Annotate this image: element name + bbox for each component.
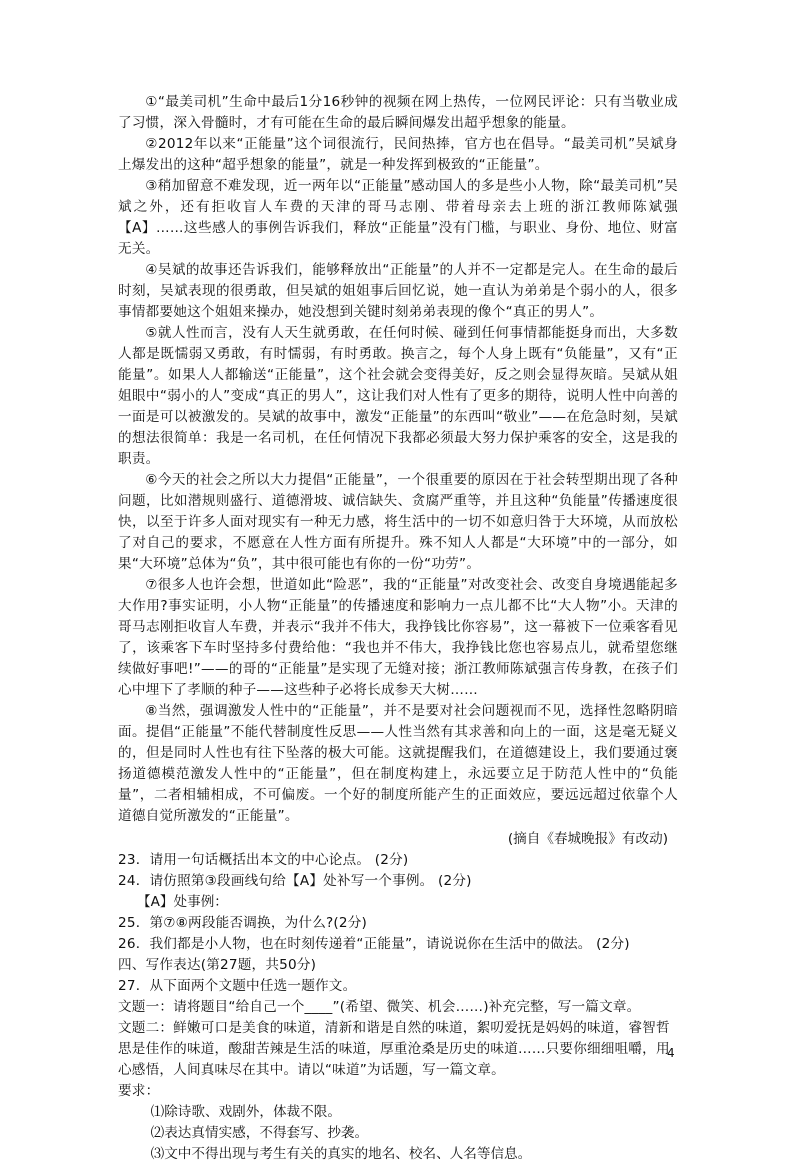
article-paragraph-4: ④吴斌的故事还告诉我们，能够释放出“正能量”的人并不一定都是完人。在生命的最后时刻，吴斌表现的很勇敢，但吴斌的姐姐事后回忆说，她一直认为弟弟是个弱小的人，很多事情都要她这个姐姐来操办，她没想到关键时刻弟弟表现的像个“真正的男人”。: [118, 262, 678, 320]
article-paragraph-7: ⑦很多人也许会想，世道如此“险恶”，我的“正能量”对改变社会、改变自身境遇能起多大作用?事实证明，小人物“正能量”的传播速度和影响力一点儿都不比“大人物”小。天津的哥马志刚拒收盲人车费，并表示“我并不伟大，我挣钱比你容易”，这一幕被下一位乘客看见了，该乘客下车时坚持多付费给他：“我也并不伟大，我挣钱比您也容易点儿，就希望您继续做好事吧!”——的哥的“正能量”是实现了无缝对接；浙江教师陈斌强言传身教，在孩子们心中埋下了孝顺的种子——这些种子必将长成参天大树……: [118, 577, 678, 698]
article-paragraph-3: ③稍加留意不难发现，近一两年以“正能量”感动国人的多是些小人物，除“最美司机”吴斌之外，还有拒收盲人车费的天津的哥马志刚、带着母亲去上班的浙江教师陈斌强【A】……这些感人的事例告诉我们，释放“正能量”没有门槛，与职业、身份、地位、财富无关。: [118, 178, 678, 257]
article-paragraph-6: ⑥今天的社会之所以大力提倡“正能量”，一个很重要的原因在于社会转型期出现了各种问题，比如潜规则盛行、道德滑坡、诚信缺失、贪腐严重等，并且这种“负能量”传播速度很快，以至于许多人面对现实有一种无力感，将生活中的一切不如意归咎于大环境，从而放松了对自己的要求，不愿意在人性方面有所提升。殊不知人人都是“大环境”中的一部分，如果“大环境”总体为“负”，其中很可能也有你的一份“功劳”。: [118, 472, 678, 572]
article: [118, 92, 678, 850]
writing-section-title: 四、写作表达(第27题，共50分): [118, 957, 317, 973]
page-number: 4: [667, 1046, 675, 1060]
article-paragraph-2: ②2012年以来“正能量”这个词很流行，民间热捧，官方也在倡导。“最美司机”吴斌身上爆发出的这种“超乎想象的能量”，就是一种发挥到极致的“正能量”。: [118, 136, 678, 173]
article-source: (摘自《春城晚报》有改动): [507, 831, 668, 847]
exam-page-content: [118, 92, 678, 1165]
article-paragraph-1: ①“最美司机”生命中最后1分16秒钟的视频在网上热传，一位网民评论：只有当敬业成了习惯，深入骨髓时，才有可能在生命的最后瞬间爆发出超乎想象的能量。: [118, 94, 678, 131]
requirement-1: ⑴除诗歌、戏剧外，体裁不限。: [150, 1104, 341, 1120]
requirement-3: ⑶文中不得出现与考生有关的真实的地名、校名、人名等信息。: [150, 1146, 532, 1162]
article-paragraph-5: ⑤就人性而言，没有人天生就勇敢，在任何时候、碰到任何事情都能挺身而出，大多数人都是既懦弱又勇敢，有时懦弱，有时勇敢。换言之，每个人身上既有“负能量”，又有“正能量”。如果人人都输送“正能量”，这个社会就会变得美好，反之则会显得灰暗。吴斌从姐姐眼中“弱小的人”变成“真正的男人”，这让我们对人性有了更多的期待，说明人性中向善的一面是可以被激发的。吴斌的故事中，激发“正能量”的东西叫“敬业”——在危急时刻，吴斌的想法很简单：我是一名司机，在任何情况下我都必须最大努力保护乘客的安全，这是我的职责。: [118, 325, 678, 467]
question-list: [118, 850, 678, 955]
writing-topic-2: 文题二：鲜嫩可口是美食的味道，清新和谐是自然的味道，絮叨爱抚是妈妈的味道，睿智哲思是佳作的味道，酸甜苦辣是生活的味道，厚重沧桑是历史的味道……只要你细细咀嚼，用心感悟，人间真味尽在其中。请以“味道”为话题，写一篇文章。: [118, 1020, 670, 1078]
writing-section: [118, 955, 678, 1165]
article-paragraph-8: ⑧当然，强调激发人性中的“正能量”，并不是要对社会问题视而不见，选择性忽略阴暗面。提倡“正能量”不能代替制度性反思——人性当然有其求善和向上的一面，这是毫无疑义的，但是同时人性也有往下坠落的极大可能。这就提醒我们，在道德建设上，我们要通过褒扬道德模范激发人性中的“正能量”，但在制度构建上，永远要立足于防范人性中的“负能量”，二者相辅相成，不可偏废。一个好的制度所能产生的正面效应，要远远超过依靠个人道德自觉所激发的“正能量”。: [118, 703, 678, 824]
question-24: 24．请仿照第③段画线句给【A】处补写一个事例。 (2分): [118, 873, 472, 889]
question-25: 25．第⑦⑧两段能否调换，为什么?(2分): [118, 915, 368, 931]
question-26: 26．我们都是小人物，也在时刻传递着“正能量”，请说说你在生活中的做法。 (2分): [118, 936, 630, 952]
question-24-answer-label: 【A】处事例：: [137, 894, 228, 910]
question-27: 27．从下面两个文题中任选一题作文。: [118, 978, 357, 994]
writing-topic-1: 文题一：请将题目“给自己一个____”(希望、微笑、机会……)补充完整，写一篇文章。: [118, 999, 641, 1015]
question-23: 23．请用一句话概括出本文的中心论点。 (2分): [118, 852, 409, 868]
requirement-2: ⑵表达真情实感，不得套写、抄袭。: [150, 1125, 369, 1141]
requirements-title: 要求：: [118, 1083, 160, 1099]
